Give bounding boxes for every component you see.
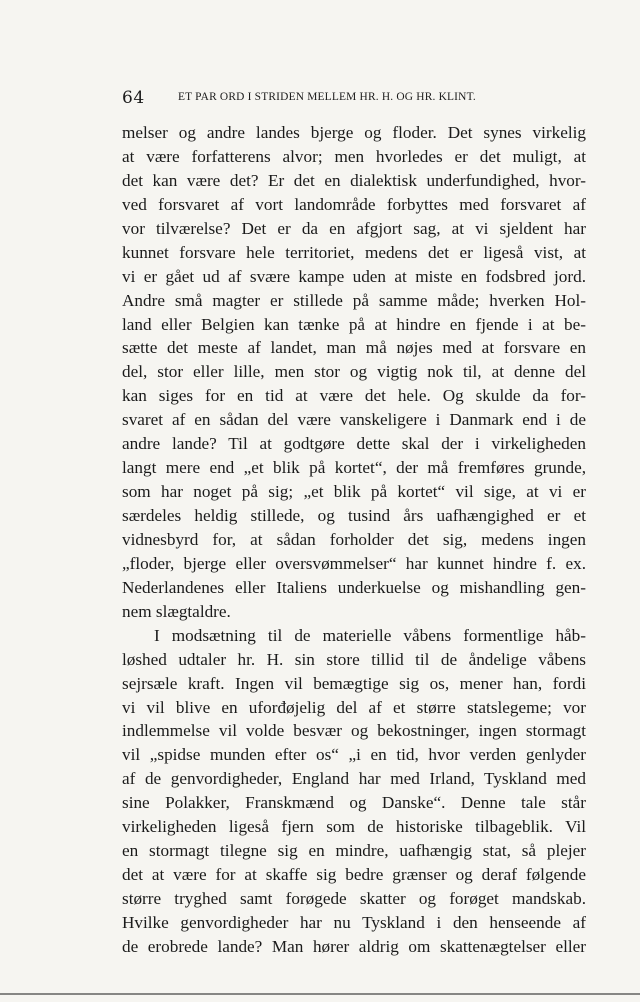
text-line: større tryghed samt forøgede skatter og forøget mandskab. (122, 889, 586, 908)
text-line: Hvilke genvordigheder har nu Tyskland i den henseende af (122, 912, 586, 932)
text-line: ved forsvaret af vort landområde forbyttes med forsvaret af (122, 194, 586, 214)
running-head: ET PAR ORD I STRIDEN MELLEM HR. H. OG HR. KLINT. (178, 91, 476, 103)
text-line: vi vil blive en uforđøjelig del af et større statslegeme; vor (122, 697, 586, 717)
page-edge-rule (0, 993, 640, 995)
text-line: vidnesbyrd for, at sådan forholder det sig, medens ingen (122, 529, 586, 549)
text-line: „floder, bjerge eller oversvømmelser“ har kunnet hindre f. ex. (122, 553, 586, 573)
text-line: vi er gået ud af svære kampe uden at miste en fodsbred jord. (122, 266, 586, 286)
text-line: de erobrede lande? Man hører aldrig om skattenægtelser eller (122, 936, 586, 956)
text-line: nem slægtaldre. (122, 601, 231, 621)
page-header (122, 88, 586, 110)
text-line: svaret af en sådan del være vanskeligere i Danmark end i de (122, 410, 586, 430)
text-line: løshed udtaler hr. H. sin store tillid til de åndelige våbens (122, 649, 586, 669)
page-number: 64 (122, 88, 145, 108)
text-line: kan siges for en tid at være det hele. Og skulde da for- (122, 386, 586, 406)
text-line: vil „spidse munden efter os“ „i en tid, hvor verden genlyder (122, 745, 586, 765)
text-line: sætte det meste af landet, man må nøjes med at forsvare en (122, 338, 586, 358)
body-text (122, 121, 586, 959)
text-line: indlemmelse vil volde besvær og bekostninger, ingen stormagt (122, 721, 586, 741)
text-line: særdeles heldig stillede, og tusind års uafhængighed er et (122, 506, 586, 525)
text-line: langt mere end „et blik på kortet“, der må fremføres grunde, (122, 458, 586, 478)
text-line: land eller Belgien kan tænke på at hindre en fjende i at be- (122, 314, 586, 334)
text-line: del, stor eller lille, men stor og vigtig nok til, at denne del (122, 362, 586, 382)
text-line: vor tilværelse? Det er da en afgjort sag, at vi sjeldent har (122, 218, 586, 238)
text-line: melser og andre landes bjerge og floder. Det synes virkelig (122, 123, 586, 142)
text-line: en stormagt tilegne sig en mindre, uafhængig stat, så plejer (122, 841, 586, 861)
text-line: andre lande? Til at godtgøre dette skal der i virkeligheden (122, 434, 586, 454)
text-line: sine Polakker, Franskmænd og Danske“. Denne tale står (122, 793, 586, 813)
text-line: det at være for at skaffe sig bedre grænser og deraf følgende (122, 865, 586, 885)
text-line: virkeligheden ligeså fjern som de historiske tilbageblik. Vil (122, 817, 586, 837)
text-line: af de genvordigheder, England har med Irland, Tyskland med (122, 769, 586, 789)
text-line: kunnet forsvare hele territoriet, medens det er ligeså vist, at (122, 242, 586, 262)
text-line: Nederlandenes eller Italiens underkuelse og mishandling gen- (122, 577, 586, 597)
text-line: at være forfatterens alvor; men hvorledes er det muligt, at (122, 146, 586, 166)
text-line: sejrsæle kraft. Ingen vil bemægtige sig os, mener han, fordi (122, 673, 586, 693)
text-line: som har noget på sig; „et blik på kortet“ vil sige, at vi er (122, 482, 586, 502)
text-line: det kan være det? Er det en dialektisk underfundighed, hvor- (122, 170, 586, 190)
paragraph-start-line: I modsætning til de materielle våbens formentlige håb- (154, 625, 586, 645)
text-line: Andre små magter er stillede på samme måde; hverken Hol- (122, 290, 586, 310)
